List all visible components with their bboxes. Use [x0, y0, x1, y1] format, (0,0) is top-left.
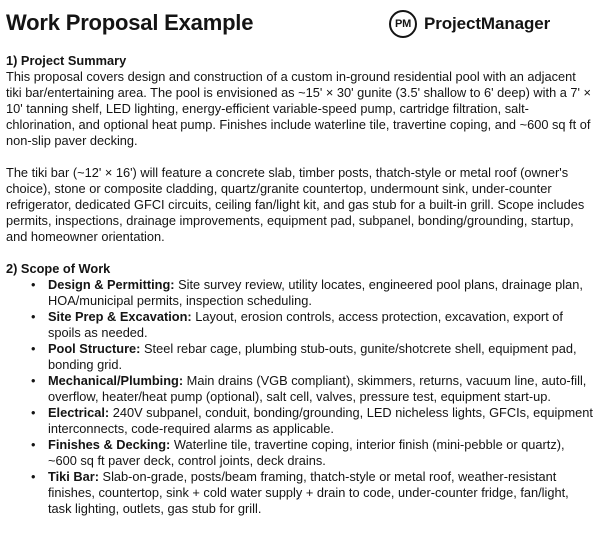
scope-item-finishes-decking	[6, 437, 594, 469]
scope-item-text: Main drains (VGB compliant), skimmers, returns, vacuum line, auto-fill, overflow, heater/heat pump (optional), salt cell, valves, pressure test, equipment start-up.	[48, 373, 587, 404]
scope-item-mechanical-plumbing	[6, 373, 594, 405]
scope-item-text: Waterline tile, travertine coping, interior finish (mini-pebble or quartz), ~600 sq ft paver deck, control joints, deck drains.	[48, 437, 565, 468]
page-title: Work Proposal Example	[6, 10, 254, 35]
scope-item-text: Slab-on-grade, posts/beam framing, thatch-style or metal roof, weather-resistant finishes, countertop, sink + cold water supply + drain to code, under-counter fridge, fan/light, task lighting, outlets, gas stub for grill.	[48, 469, 569, 516]
scope-item-label: Tiki Bar:	[48, 469, 99, 484]
section-heading-scope: 2) Scope of Work	[6, 261, 111, 276]
scope-item-label: Mechanical/Plumbing:	[48, 373, 184, 388]
scope-item-pool-structure	[6, 341, 594, 373]
brand-logo	[389, 9, 550, 39]
scope-item-text: Site survey review, utility locates, engineered pool plans, drainage plan, HOA/municipal permits, inspection scheduling.	[48, 277, 583, 308]
scope-item-label: Electrical:	[48, 405, 110, 420]
bullet-icon: •	[31, 469, 36, 484]
project-summary-section	[6, 53, 594, 245]
bullet-icon: •	[31, 437, 36, 452]
scope-item-tiki-bar	[6, 469, 594, 517]
scope-of-work-section	[6, 261, 594, 517]
scope-item-label: Pool Structure:	[48, 341, 141, 356]
scope-list	[6, 277, 594, 517]
scope-item-label: Design & Permitting:	[48, 277, 175, 292]
brand-name: ProjectManager	[424, 14, 551, 33]
bullet-icon: •	[31, 405, 36, 420]
summary-paragraph-tiki-bar: The tiki bar (~12' × 16') will feature a concrete slab, timber posts, thatch-style or metal roof (owner's choice), stone or composite cladding, quartz/granite countertop, undermount sink, under-counter refrigerator, dedicated GFCI circuits, ceiling fan/light kit, and gas stub for a built-in grill. Scope includes permits, inspections, drainage improvements, equipment pad, subpanel, bonding/grounding, startup, and homeowner orientation.	[6, 165, 585, 244]
scope-item-text: 240V subpanel, conduit, bonding/grounding, LED nicheless lights, GFCIs, equipment interconnects, code-required alarms as applicable.	[48, 405, 593, 436]
bullet-icon: •	[31, 277, 36, 292]
scope-item-site-prep	[6, 309, 594, 341]
scope-item-label: Site Prep & Excavation:	[48, 309, 192, 324]
bullet-icon: •	[31, 341, 36, 356]
section-heading-summary: 1) Project Summary	[6, 53, 127, 68]
scope-item-electrical	[6, 405, 594, 437]
document-body	[6, 53, 594, 517]
scope-item-label: Finishes & Decking:	[48, 437, 171, 452]
bullet-icon: •	[31, 309, 36, 324]
pm-logo-icon: PM	[389, 10, 417, 38]
summary-paragraph-pool: This proposal covers design and construction of a custom in-ground residential pool with an adjacent tiki bar/entertaining area. The pool is envisioned as ~15' × 30' gunite (3.5' shallow to 6' deep) with a 7' × 10' tanning shelf, LED lighting, energy-efficient variable-speed pump, cartridge filtration, salt-chlorination, and optional heat pump. Finishes include waterline tile, travertine coping, and ~600 sq ft of non-slip paver decking.	[6, 69, 592, 148]
bullet-icon: •	[31, 373, 36, 388]
scope-item-text: Layout, erosion controls, access protection, excavation, export of spoils as needed.	[48, 309, 563, 340]
scope-item-design-permitting	[6, 277, 594, 309]
scope-item-text: Steel rebar cage, plumbing stub-outs, gunite/shotcrete shell, equipment pad, bonding grid.	[48, 341, 577, 372]
